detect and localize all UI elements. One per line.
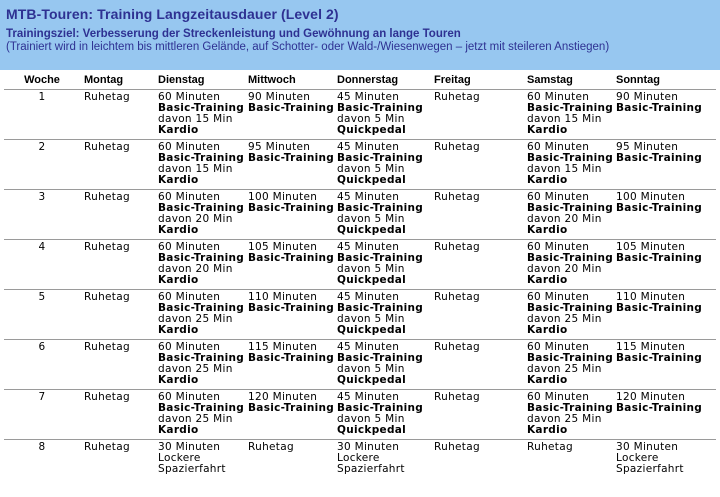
session-detail-text: 60 Minuten [527, 391, 590, 403]
session-type-label: Basic-Training [158, 352, 245, 364]
session-type-label: Basic-Training [527, 102, 614, 114]
week-number-cell: 2 [4, 140, 80, 190]
training-plan-table [4, 72, 716, 484]
session-detail-text: Ruhetag [434, 341, 480, 353]
day-cell [612, 190, 716, 240]
day-cell [333, 440, 430, 484]
session-detail-text: Ruhetag [434, 141, 480, 153]
day-cell [80, 390, 154, 440]
session-type-label: Basic-Training [616, 402, 703, 414]
table-row [4, 90, 716, 140]
session-type-label: Basic-Training [248, 152, 335, 164]
day-cell [154, 340, 244, 390]
session-detail-text: Ruhetag [248, 441, 294, 453]
day-cell [154, 440, 244, 484]
session-detail-text: Ruhetag [84, 241, 130, 253]
day-cell [430, 440, 523, 484]
session-type-label: Kardio [158, 374, 199, 386]
session-type-label: Basic-Training [616, 102, 703, 114]
day-cell [612, 140, 716, 190]
day-cell [154, 90, 244, 140]
session-type-label: Kardio [527, 374, 568, 386]
session-detail-text: 60 Minuten [527, 341, 590, 353]
day-cell [333, 390, 430, 440]
column-header: Freitag [430, 72, 523, 90]
session-detail-text: 100 Minuten [248, 191, 318, 203]
day-cell [244, 240, 333, 290]
session-type-label: Quickpedal [337, 324, 407, 336]
session-type-label: Basic-Training [248, 402, 335, 414]
session-type-label: Quickpedal [337, 274, 407, 286]
session-detail-text: 60 Minuten [158, 291, 221, 303]
day-cell [333, 190, 430, 240]
session-detail-text: Ruhetag [84, 391, 130, 403]
session-detail-text: Ruhetag [434, 441, 480, 453]
session-type-label: Basic-Training [616, 202, 703, 214]
session-type-label: Kardio [158, 424, 199, 436]
session-type-label: Kardio [158, 224, 199, 236]
table-row [4, 440, 716, 484]
session-type-label: Basic-Training [527, 202, 614, 214]
session-type-label: Quickpedal [337, 124, 407, 136]
day-cell [523, 390, 612, 440]
day-cell [244, 190, 333, 240]
day-cell [244, 390, 333, 440]
day-cell [523, 290, 612, 340]
session-type-label: Basic-Training [337, 202, 424, 214]
session-detail-text: Spazierfahrt [337, 463, 405, 475]
session-type-label: Basic-Training [616, 152, 703, 164]
day-cell [333, 240, 430, 290]
session-detail-text: Ruhetag [84, 191, 130, 203]
session-detail-text: 60 Minuten [158, 391, 221, 403]
session-detail-text: Ruhetag [434, 241, 480, 253]
day-cell [333, 340, 430, 390]
day-cell [430, 90, 523, 140]
session-detail-text: Ruhetag [84, 341, 130, 353]
session-type-label: Basic-Training [248, 252, 335, 264]
session-detail-text: davon 5 Min [337, 113, 405, 125]
session-detail-text: 60 Minuten [527, 241, 590, 253]
session-type-label: Kardio [527, 174, 568, 186]
session-detail-text: davon 20 Min [527, 263, 602, 275]
session-detail-text: 60 Minuten [527, 141, 590, 153]
session-detail-text: davon 25 Min [158, 313, 233, 325]
session-type-label: Basic-Training [616, 252, 703, 264]
session-detail-text: Ruhetag [434, 291, 480, 303]
session-detail-text: 30 Minuten [158, 441, 221, 453]
session-detail-text: 60 Minuten [158, 91, 221, 103]
week-number-cell: 3 [4, 190, 80, 240]
day-cell [333, 290, 430, 340]
day-cell [430, 340, 523, 390]
session-detail-text: 45 Minuten [337, 91, 400, 103]
session-detail-text: 120 Minuten [616, 391, 686, 403]
page-header [0, 0, 720, 70]
session-type-label: Basic-Training [337, 102, 424, 114]
session-detail-text: Lockere [158, 452, 201, 464]
day-cell [430, 190, 523, 240]
session-detail-text: 60 Minuten [527, 91, 590, 103]
session-detail-text: 60 Minuten [158, 141, 221, 153]
session-detail-text: Ruhetag [84, 441, 130, 453]
day-cell [612, 90, 716, 140]
session-type-label: Kardio [527, 424, 568, 436]
session-type-label: Basic-Training [158, 402, 245, 414]
session-type-label: Quickpedal [337, 424, 407, 436]
session-type-label: Quickpedal [337, 224, 407, 236]
column-header: Sonntag [612, 72, 716, 90]
session-detail-text: 45 Minuten [337, 191, 400, 203]
session-detail-text: 110 Minuten [616, 291, 686, 303]
session-type-label: Basic-Training [248, 202, 335, 214]
day-cell [80, 90, 154, 140]
session-detail-text: davon 25 Min [527, 413, 602, 425]
table-header-row [4, 72, 716, 90]
day-cell [244, 290, 333, 340]
session-detail-text: davon 5 Min [337, 413, 405, 425]
day-cell [612, 340, 716, 390]
session-detail-text: 60 Minuten [527, 291, 590, 303]
training-goal: Trainingsziel: Verbesserung der Streckenleistung und Gewöhnung an lange Touren [6, 28, 461, 40]
session-type-label: Basic-Training [158, 302, 245, 314]
session-type-label: Kardio [158, 324, 199, 336]
session-type-label: Kardio [158, 174, 199, 186]
week-number-cell: 1 [4, 90, 80, 140]
day-cell [80, 240, 154, 290]
day-cell [80, 290, 154, 340]
session-detail-text: 30 Minuten [337, 441, 400, 453]
day-cell [612, 290, 716, 340]
day-cell [244, 140, 333, 190]
day-cell [523, 90, 612, 140]
week-number-cell: 5 [4, 290, 80, 340]
column-header: Samstag [523, 72, 612, 90]
session-detail-text: davon 5 Min [337, 163, 405, 175]
session-type-label: Kardio [527, 324, 568, 336]
week-number-cell: 8 [38, 441, 46, 453]
session-detail-text: Ruhetag [84, 141, 130, 153]
session-type-label: Kardio [527, 124, 568, 136]
day-cell [523, 140, 612, 190]
session-detail-text: Ruhetag [84, 91, 130, 103]
session-detail-text: Ruhetag [434, 391, 480, 403]
session-type-label: Basic-Training [527, 302, 614, 314]
day-cell [612, 240, 716, 290]
session-type-label: Basic-Training [337, 302, 424, 314]
session-type-label: Basic-Training [337, 252, 424, 264]
session-detail-text: Ruhetag [434, 191, 480, 203]
session-detail-text: davon 25 Min [527, 313, 602, 325]
session-type-label: Basic-Training [337, 352, 424, 364]
session-type-label: Basic-Training [337, 152, 424, 164]
session-type-label: Basic-Training [158, 152, 245, 164]
session-detail-text: davon 5 Min [337, 213, 405, 225]
session-type-label: Basic-Training [527, 352, 614, 364]
session-detail-text: davon 5 Min [337, 313, 405, 325]
session-detail-text: davon 20 Min [527, 213, 602, 225]
day-cell [523, 340, 612, 390]
session-detail-text: 90 Minuten [248, 91, 311, 103]
session-type-label: Kardio [158, 274, 199, 286]
day-cell [523, 190, 612, 240]
day-cell [333, 90, 430, 140]
day-cell [523, 440, 612, 484]
session-detail-text: 115 Minuten [248, 341, 318, 353]
day-cell [430, 290, 523, 340]
session-detail-text: Spazierfahrt [616, 463, 684, 475]
day-cell [612, 390, 716, 440]
session-detail-text: davon 5 Min [337, 263, 405, 275]
day-cell [430, 390, 523, 440]
session-type-label: Basic-Training [337, 402, 424, 414]
session-detail-text: davon 20 Min [158, 213, 233, 225]
session-type-label: Basic-Training [527, 152, 614, 164]
column-header: Woche [4, 72, 80, 90]
session-detail-text: davon 5 Min [337, 363, 405, 375]
day-cell [154, 390, 244, 440]
session-detail-text: 45 Minuten [337, 341, 400, 353]
session-type-label: Kardio [527, 224, 568, 236]
table-row [4, 240, 716, 290]
session-detail-text: 45 Minuten [337, 291, 400, 303]
column-header: Montag [80, 72, 154, 90]
session-detail-text: Ruhetag [84, 291, 130, 303]
day-cell [333, 140, 430, 190]
day-cell [80, 140, 154, 190]
session-detail-text: Ruhetag [527, 441, 573, 453]
session-detail-text: 115 Minuten [616, 341, 686, 353]
session-type-label: Basic-Training [158, 202, 245, 214]
session-detail-text: davon 25 Min [527, 363, 602, 375]
day-cell [154, 240, 244, 290]
day-cell [154, 140, 244, 190]
week-number-cell: 7 [4, 390, 80, 440]
session-type-label: Basic-Training [248, 352, 335, 364]
day-cell [612, 440, 716, 484]
session-detail-text: davon 15 Min [158, 163, 233, 175]
session-detail-text: 90 Minuten [616, 91, 679, 103]
session-detail-text: 60 Minuten [527, 191, 590, 203]
week-number-cell: 4 [4, 240, 80, 290]
table-row [4, 140, 716, 190]
table-row [4, 290, 716, 340]
day-cell [80, 340, 154, 390]
session-detail-text: davon 25 Min [158, 363, 233, 375]
session-detail-text: Ruhetag [434, 91, 480, 103]
page-title: MTB-Touren: Training Langzeitausdauer (Level 2) [6, 6, 339, 22]
table-body [4, 90, 716, 484]
session-type-label: Basic-Training [616, 352, 703, 364]
session-detail-text: 100 Minuten [616, 191, 686, 203]
day-cell [80, 190, 154, 240]
table-row [4, 340, 716, 390]
session-type-label: Basic-Training [158, 102, 245, 114]
session-type-label: Basic-Training [527, 402, 614, 414]
session-detail-text: davon 15 Min [158, 113, 233, 125]
session-detail-text: 105 Minuten [616, 241, 686, 253]
day-cell [244, 340, 333, 390]
day-cell [430, 140, 523, 190]
table-row [4, 390, 716, 440]
session-type-label: Quickpedal [337, 174, 407, 186]
session-detail-text: 45 Minuten [337, 141, 400, 153]
session-detail-text: 95 Minuten [616, 141, 679, 153]
session-detail-text: 120 Minuten [248, 391, 318, 403]
session-detail-text: 60 Minuten [158, 341, 221, 353]
session-detail-text: davon 20 Min [158, 263, 233, 275]
week-number-cell: 6 [4, 340, 80, 390]
session-detail-text: Lockere [337, 452, 380, 464]
session-type-label: Basic-Training [158, 252, 245, 264]
session-detail-text: 45 Minuten [337, 391, 400, 403]
session-type-label: Basic-Training [616, 302, 703, 314]
day-cell [244, 90, 333, 140]
session-detail-text: 60 Minuten [158, 191, 221, 203]
column-header: Dienstag [154, 72, 244, 90]
session-detail-text: davon 15 Min [527, 163, 602, 175]
session-detail-text: Lockere [616, 452, 659, 464]
session-detail-text: 30 Minuten [616, 441, 679, 453]
session-detail-text: davon 25 Min [158, 413, 233, 425]
session-detail-text: davon 15 Min [527, 113, 602, 125]
day-cell [523, 240, 612, 290]
session-type-label: Kardio [158, 124, 199, 136]
day-cell [430, 240, 523, 290]
table-row [4, 190, 716, 240]
day-cell [154, 290, 244, 340]
day-cell [244, 440, 333, 484]
session-type-label: Basic-Training [248, 102, 335, 114]
session-detail-text: 60 Minuten [158, 241, 221, 253]
session-detail-text: 95 Minuten [248, 141, 311, 153]
session-detail-text: 105 Minuten [248, 241, 318, 253]
session-detail-text: 110 Minuten [248, 291, 318, 303]
column-header: Donnerstag [333, 72, 430, 90]
session-detail-text: Spazierfahrt [158, 463, 226, 475]
training-note: (Trainiert wird in leichtem bis mittleren Gelände, auf Schotter- oder Wald-/Wiesenwegen – jetzt mit steileren Anstiegen) [6, 41, 610, 53]
session-type-label: Kardio [527, 274, 568, 286]
column-header: Mittwoch [244, 72, 333, 90]
session-type-label: Basic-Training [527, 252, 614, 264]
session-type-label: Basic-Training [248, 302, 335, 314]
day-cell [154, 190, 244, 240]
session-detail-text: 45 Minuten [337, 241, 400, 253]
session-type-label: Quickpedal [337, 374, 407, 386]
day-cell [80, 440, 154, 484]
